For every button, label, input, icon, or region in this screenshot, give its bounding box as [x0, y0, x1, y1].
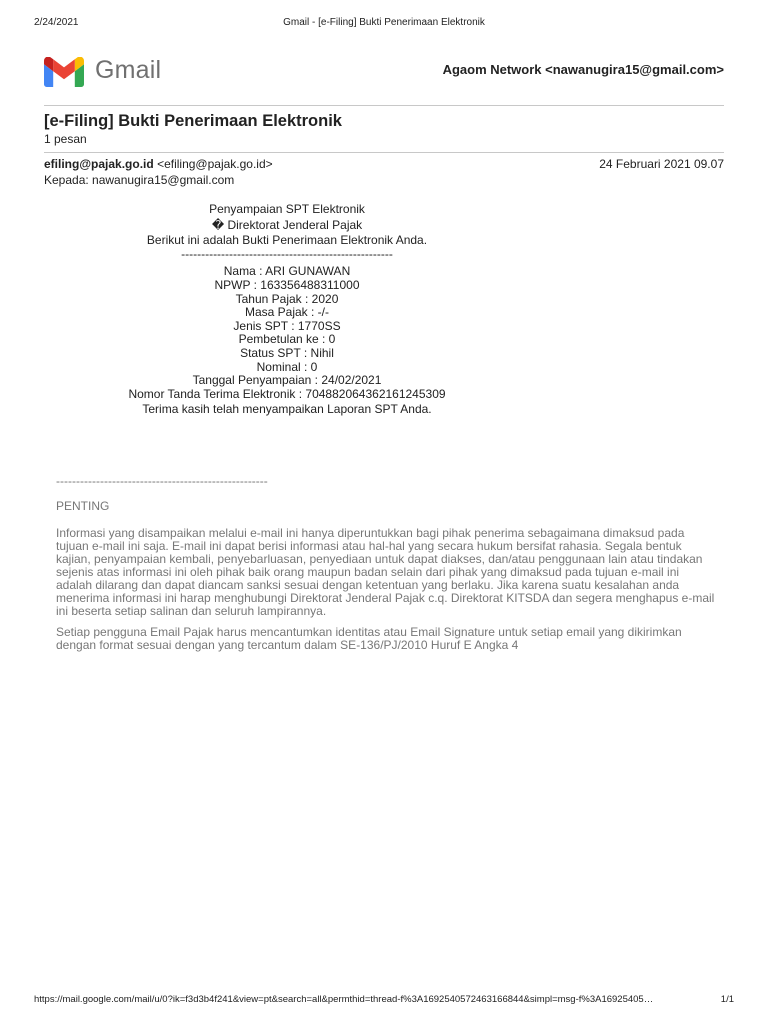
message-date: 24 Februari 2021 09.07 — [599, 157, 724, 171]
sender — [44, 157, 273, 171]
receipt-nama: Nama : ARI GUNAWAN — [223, 264, 351, 279]
receipt-body — [110, 203, 464, 417]
receipt-thanks: Terima kasih telah menyampaikan Laporan SPT Anda. — [142, 402, 432, 417]
subject-divider — [44, 152, 724, 153]
recipient: Kepada: nawanugira15@gmail.com — [44, 173, 235, 187]
header-divider — [44, 105, 724, 106]
receipt-masa-pajak: Masa Pajak : -/- — [244, 305, 330, 320]
receipt-tanggal: Tanggal Penyampaian : 24/02/2021 — [192, 373, 382, 388]
sender-email: <efiling@pajak.go.id> — [157, 157, 273, 171]
receipt-npwp: NPWP : 163356488311000 — [214, 277, 360, 292]
thread-subject: [e-Filing] Bukti Penerimaan Elektronik — [44, 112, 342, 130]
disclaimer-paragraph: Setiap pengguna Email Pajak harus mencantumkan identitas atau Email Signature untuk setiap email yang dikirimkan dengan format sesuai dengan yang tercantum dalam SE-136/PJ/2010 Huruf E Angka 4 — [56, 625, 682, 652]
account-label: Agaom Network <nawanugira15@gmail.com> — [442, 62, 724, 77]
receipt-tahun-pajak: Tahun Pajak : 2020 — [235, 291, 339, 306]
disclaimer-separator: ----------------------------------------------------- — [56, 474, 268, 488]
receipt-institution: � Direktorat Jenderal Pajak — [211, 217, 363, 232]
gmail-m-icon — [44, 57, 84, 87]
receipt-status-spt: Status SPT : Nihil — [240, 345, 334, 360]
disclaimer-heading: PENTING — [56, 499, 110, 513]
receipt-heading: Penyampaian SPT Elektronik — [209, 202, 365, 216]
print-title: Gmail - [e-Filing] Bukti Penerimaan Elektronik — [283, 17, 485, 28]
receipt-jenis-spt: Jenis SPT : 1770SS — [233, 318, 341, 333]
receipt-nomor-tanda-terima: Nomor Tanda Terima Elektronik : 704882064362161245309 — [128, 386, 446, 401]
receipt-intro: Berikut ini adalah Bukti Penerimaan Elektronik Anda. — [146, 233, 428, 248]
receipt-pembetulan: Pembetulan ke : 0 — [238, 332, 336, 347]
print-url: https://mail.google.com/mail/u/0?ik=f3d3b4f241&view=pt&search=all&permthid=thread-f%3A1692540572463166844&simpl=msg-f%3A16925405… — [34, 994, 654, 1005]
receipt-separator: ----------------------------------------------------- — [181, 246, 393, 261]
disclaimer — [56, 475, 716, 652]
gmail-logo — [44, 55, 174, 87]
sender-name: efiling@pajak.go.id — [44, 157, 154, 171]
receipt-nominal: Nominal : 0 — [256, 359, 318, 374]
message-count: 1 pesan — [44, 132, 87, 146]
disclaimer-paragraph: Informasi yang disampaikan melalui e-mail ini hanya diperuntukkan bagi pihak penerima sebagaimana dimaksud pada tujuan e-mail ini saja. E-mail ini dapat berisi informasi atau hal-hal yang secara hukum bersifat rahasia. Segala bentuk kajian, penyampaian kembali, penyebarluasan, penyediaan untuk dapat diakses, dan/atau penggunaan lain atau tindakan sejenis atas informasi ini oleh pihak baik orang maupun badan selain dari pihak yang dimaksud pada tujuan e-mail ini adalah dilarang dan dapat diancam sanksi sesuai dengan ketentuan yang berlaku. Jika karena suatu kesalahan anda menerima informasi ini harap menghubungi Direktorat Jenderal Pajak c.q. Direktorat KITSDA dan segera menghapus e-mail ini beserta setiap salinan dan seluruh lampirannya. — [56, 526, 715, 618]
print-page-number: 1/1 — [720, 994, 734, 1005]
gmail-wordmark: Gmail — [95, 56, 162, 84]
print-date: 2/24/2021 — [34, 17, 79, 28]
